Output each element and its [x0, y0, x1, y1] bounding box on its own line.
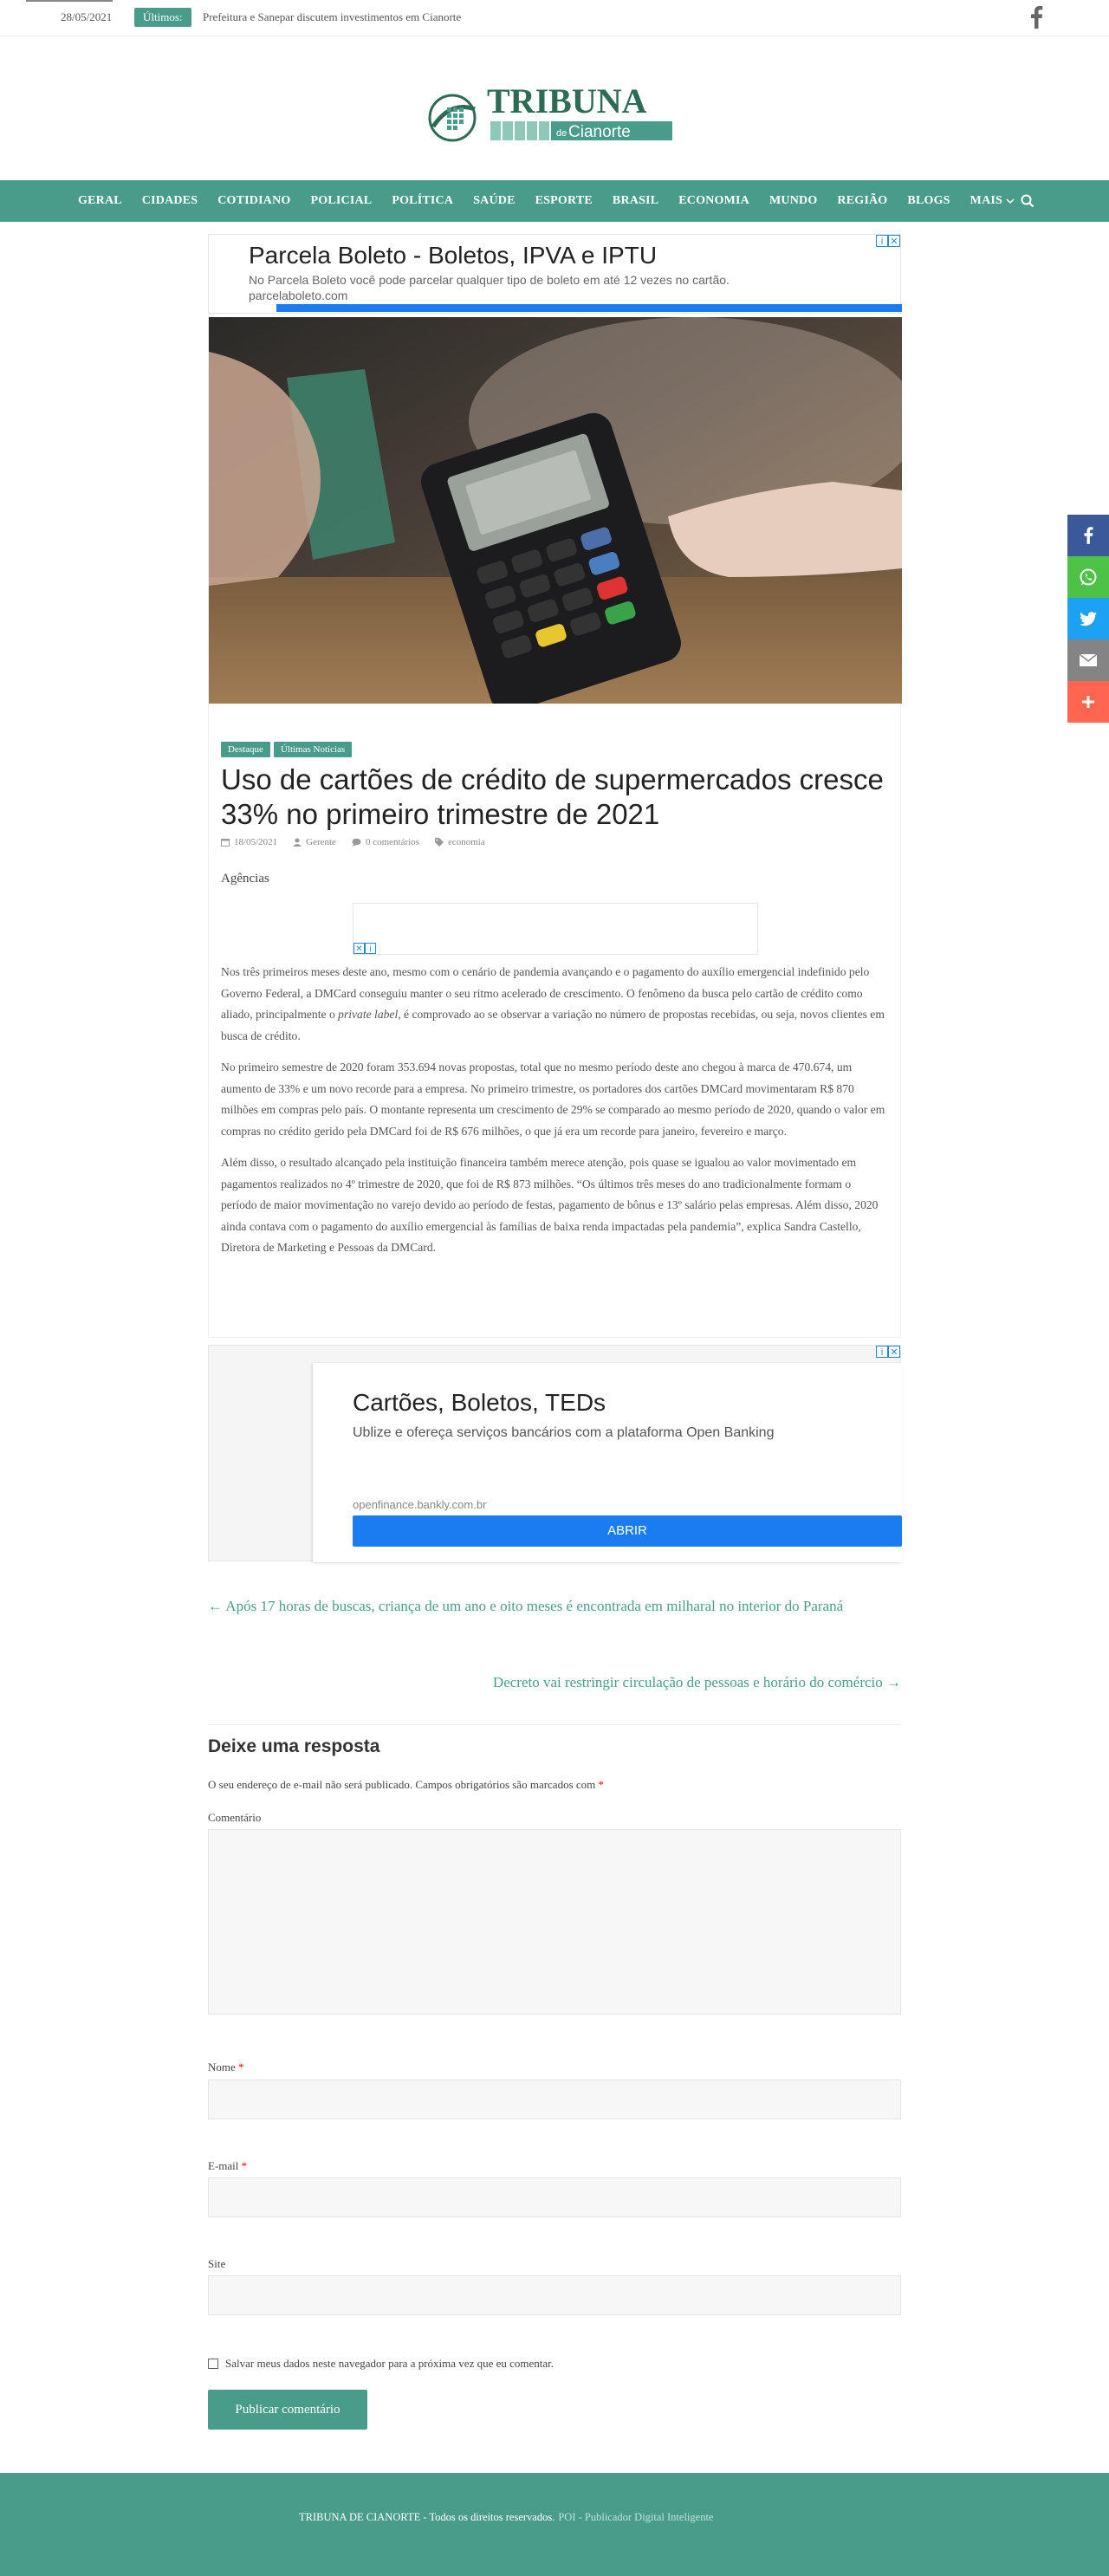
globe-logo-icon — [430, 95, 475, 140]
category-badge-ultimas[interactable]: Últimas Notícias — [274, 742, 352, 757]
article-paragraph-1: Nos três primeiros meses deste ano, mesmo com o cenário de pandemia avançando e o pagamento do auxílio emergencial indefinido pelo Governo Federal, a DMCard conseguiu manter o seu ritmo acelerado de crescimento. O fenômeno da busca pelo cartão de crédito como aliado, principalmente o private label, é comprovado ao se observar a variação no número de propostas recebidas, ou seja, novos clientes em busca de crédito. — [221, 965, 885, 1042]
svg-text:de: de — [556, 128, 567, 139]
main-navigation — [0, 180, 1109, 222]
ad-title[interactable]: Parcela Boleto - Boletos, IPVA e IPTU — [249, 242, 658, 269]
article-source: Agências — [221, 872, 269, 886]
article-title: Uso de cartões de crédito de supermercados cresce 33% no primeiro trimestre de 2021 — [221, 763, 884, 830]
article — [208, 317, 901, 1338]
article-meta — [221, 837, 501, 847]
nav-item-mais-label: MAIS — [970, 194, 1003, 207]
nav-item-blogs[interactable]: BLOGS — [907, 194, 950, 207]
top-bar — [0, 0, 1109, 36]
adchoices-icon[interactable]: i — [876, 235, 888, 247]
latest-news-headline[interactable]: Prefeitura e Sanepar discutem investimentos em Cianorte — [203, 10, 462, 23]
share-twitter-button[interactable] — [1067, 598, 1109, 639]
share-whatsapp-button[interactable] — [1067, 556, 1109, 598]
svg-text:TRIBUNA: TRIBUNA — [487, 83, 647, 120]
ad-open-button[interactable]: ABRIR — [353, 1515, 902, 1547]
nav-item-mundo[interactable]: MUNDO — [769, 194, 818, 207]
meta-tag[interactable] — [435, 837, 485, 847]
latest-news-label: Últimos: — [134, 8, 191, 27]
comment-textarea[interactable] — [208, 1829, 901, 2015]
meta-comments-text: 0 comentários — [365, 837, 419, 847]
share-more-button[interactable] — [1067, 681, 1109, 723]
nav-item-geral[interactable]: GERAL — [78, 194, 122, 207]
previous-post-link[interactable]: ← Após 17 horas de buscas, criança de um ano e oito meses é encontrada em milharal no interior do Paraná — [208, 1598, 844, 1614]
ad-card[interactable] — [313, 1363, 902, 1562]
reply-note: O seu endereço de e-mail não será publicado. Campos obrigatórios são marcados com * — [208, 1778, 605, 1791]
nav-item-economia[interactable]: ECONOMIA — [678, 194, 749, 207]
twitter-icon — [1080, 612, 1097, 626]
share-facebook-button[interactable] — [1067, 515, 1109, 556]
nav-item-esporte[interactable]: ESPORTE — [535, 194, 593, 207]
nav-item-saude[interactable]: SAÚDE — [473, 194, 516, 207]
email-label: E-mail * — [208, 2159, 248, 2172]
submit-comment-button[interactable]: Publicar comentário — [208, 2390, 367, 2430]
share-sidebar — [1067, 515, 1109, 723]
site-label: Site — [208, 2257, 226, 2270]
name-field[interactable] — [208, 2080, 901, 2119]
close-icon[interactable]: ✕ — [353, 943, 365, 954]
site-logo[interactable] — [425, 83, 676, 144]
meta-date[interactable] — [221, 837, 277, 847]
close-icon[interactable]: ✕ — [888, 235, 900, 247]
meta-date-text: 18/05/2021 — [234, 837, 278, 847]
nav-item-cotidiano[interactable]: COTIDIANO — [217, 194, 291, 207]
required-mark: * — [598, 1778, 605, 1791]
meta-comments[interactable] — [352, 837, 419, 847]
comment-label: Comentário — [208, 1811, 262, 1824]
article-paragraph-2: No primeiro semestre de 2020 foram 353.694 novas propostas, total que no mesmo período deste ano chegou à marca de 470.674, um aumento de 33% e um novo recorde para a empresa. No primeiro trimestre, os portadores dos cartões DMCard movimentaram R$ 870 milhões em compras pelo país. O montante representa um crescimento de 29% se comparado ao mesmo período de 2020, quando o valor em compras no crédito gerido pela DMCard foi de R$ 676 milhões, o que já era um recorde para janeiro, fevereiro e março. — [221, 1061, 885, 1138]
meta-author[interactable] — [293, 837, 336, 847]
share-email-button[interactable] — [1067, 639, 1109, 681]
ad-url: parcelaboleto.com — [249, 289, 348, 302]
ad-url: openfinance.bankly.com.br — [353, 1498, 487, 1511]
category-badge-destaque[interactable]: Destaque — [221, 742, 270, 757]
email-field[interactable] — [208, 2177, 901, 2217]
reply-title: Deixe uma resposta — [208, 1736, 380, 1756]
footer-copyright: TRIBUNA DE CIANORTE - Todos os direitos reservados. POI - Publicador Digital Inteligente — [299, 2511, 714, 2523]
footer — [0, 2473, 1109, 2576]
nav-item-mais[interactable] — [970, 194, 1015, 208]
article-featured-image — [209, 317, 902, 704]
email-icon — [1080, 654, 1097, 666]
close-icon[interactable]: ✕ — [888, 1346, 900, 1358]
calendar-icon — [221, 838, 230, 847]
comment-icon — [352, 838, 361, 847]
facebook-icon — [1083, 527, 1093, 544]
nav-item-regiao[interactable]: REGIÃO — [837, 194, 888, 207]
nav-item-cidades[interactable]: CIDADES — [141, 194, 198, 207]
top-accent-line — [26, 0, 113, 2]
nav-item-politica[interactable]: POLÍTICA — [392, 194, 454, 207]
next-post-link[interactable]: Decreto vai restringir circulação de pessoas e horário do comércio → — [492, 1674, 901, 1690]
nav-item-brasil[interactable]: BRASIL — [612, 194, 659, 207]
save-data-row — [208, 2357, 554, 2371]
facebook-icon[interactable] — [1029, 6, 1043, 29]
ad-description: No Parcela Boleto você pode parcelar qualquer tipo de boleto em até 12 vezes no cartão. — [249, 273, 730, 287]
whatsapp-icon — [1079, 568, 1098, 587]
article-body — [221, 962, 890, 1269]
ad-choices-inline[interactable] — [353, 943, 376, 954]
ad-choices[interactable] — [876, 1346, 900, 1358]
search-icon[interactable] — [1021, 194, 1034, 208]
ad-progress-bar — [276, 304, 902, 312]
name-label: Nome * — [208, 2060, 244, 2073]
article-paragraph-3: Além disso, o resultado alcançado pela instituição financeira também merece atenção, pois quase se igualou ao valor movimentado em pagamentos realizados no 4º trimestre de 2020, que foi de R$ 873 milhões. “Os últimos três meses do ano tradicionalmente formam o período de maior movimentação no varejo devido ao período de festas, pagamento de bônus e 13º salário pelas empresas. Além disso, 2020 ainda contava com o pagamento do auxílio emergencial às famílias de baixa renda impactadas pela pandemia”, explica Sandra Castello, Diretora de Marketing e Pessoas da DMCard. — [221, 1156, 879, 1254]
tag-icon — [435, 838, 444, 847]
plus-icon — [1081, 695, 1095, 709]
meta-tag-text: economia — [447, 837, 485, 847]
ad-title[interactable]: Cartões, Boletos, TEDs — [353, 1389, 606, 1416]
ad-banner-bottom[interactable] — [208, 1345, 901, 1561]
divider — [208, 1724, 901, 1725]
article-categories — [221, 742, 355, 757]
ad-inline[interactable] — [353, 903, 758, 955]
svg-text:Cianorte: Cianorte — [568, 123, 631, 141]
save-data-checkbox[interactable] — [208, 2359, 218, 2369]
user-icon — [293, 838, 302, 847]
nav-item-policial[interactable]: POLICIAL — [310, 194, 373, 207]
adchoices-icon[interactable]: i — [876, 1346, 888, 1358]
ad-description: Ublize e ofereça serviços bancários com a plataforma Open Banking — [353, 1425, 775, 1440]
adchoices-icon[interactable]: i — [365, 943, 376, 954]
chevron-down-icon — [1006, 197, 1015, 205]
footer-link[interactable]: POI - Publicador Digital Inteligente — [558, 2511, 714, 2523]
meta-author-text: Gerente — [306, 837, 336, 847]
current-date: 28/05/2021 — [61, 10, 113, 23]
site-field[interactable] — [208, 2275, 901, 2315]
ad-banner-top[interactable] — [208, 234, 901, 314]
ad-choices[interactable] — [876, 235, 900, 247]
save-data-label: Salvar meus dados neste navegador para a próxima vez que eu comentar. — [225, 2357, 554, 2370]
